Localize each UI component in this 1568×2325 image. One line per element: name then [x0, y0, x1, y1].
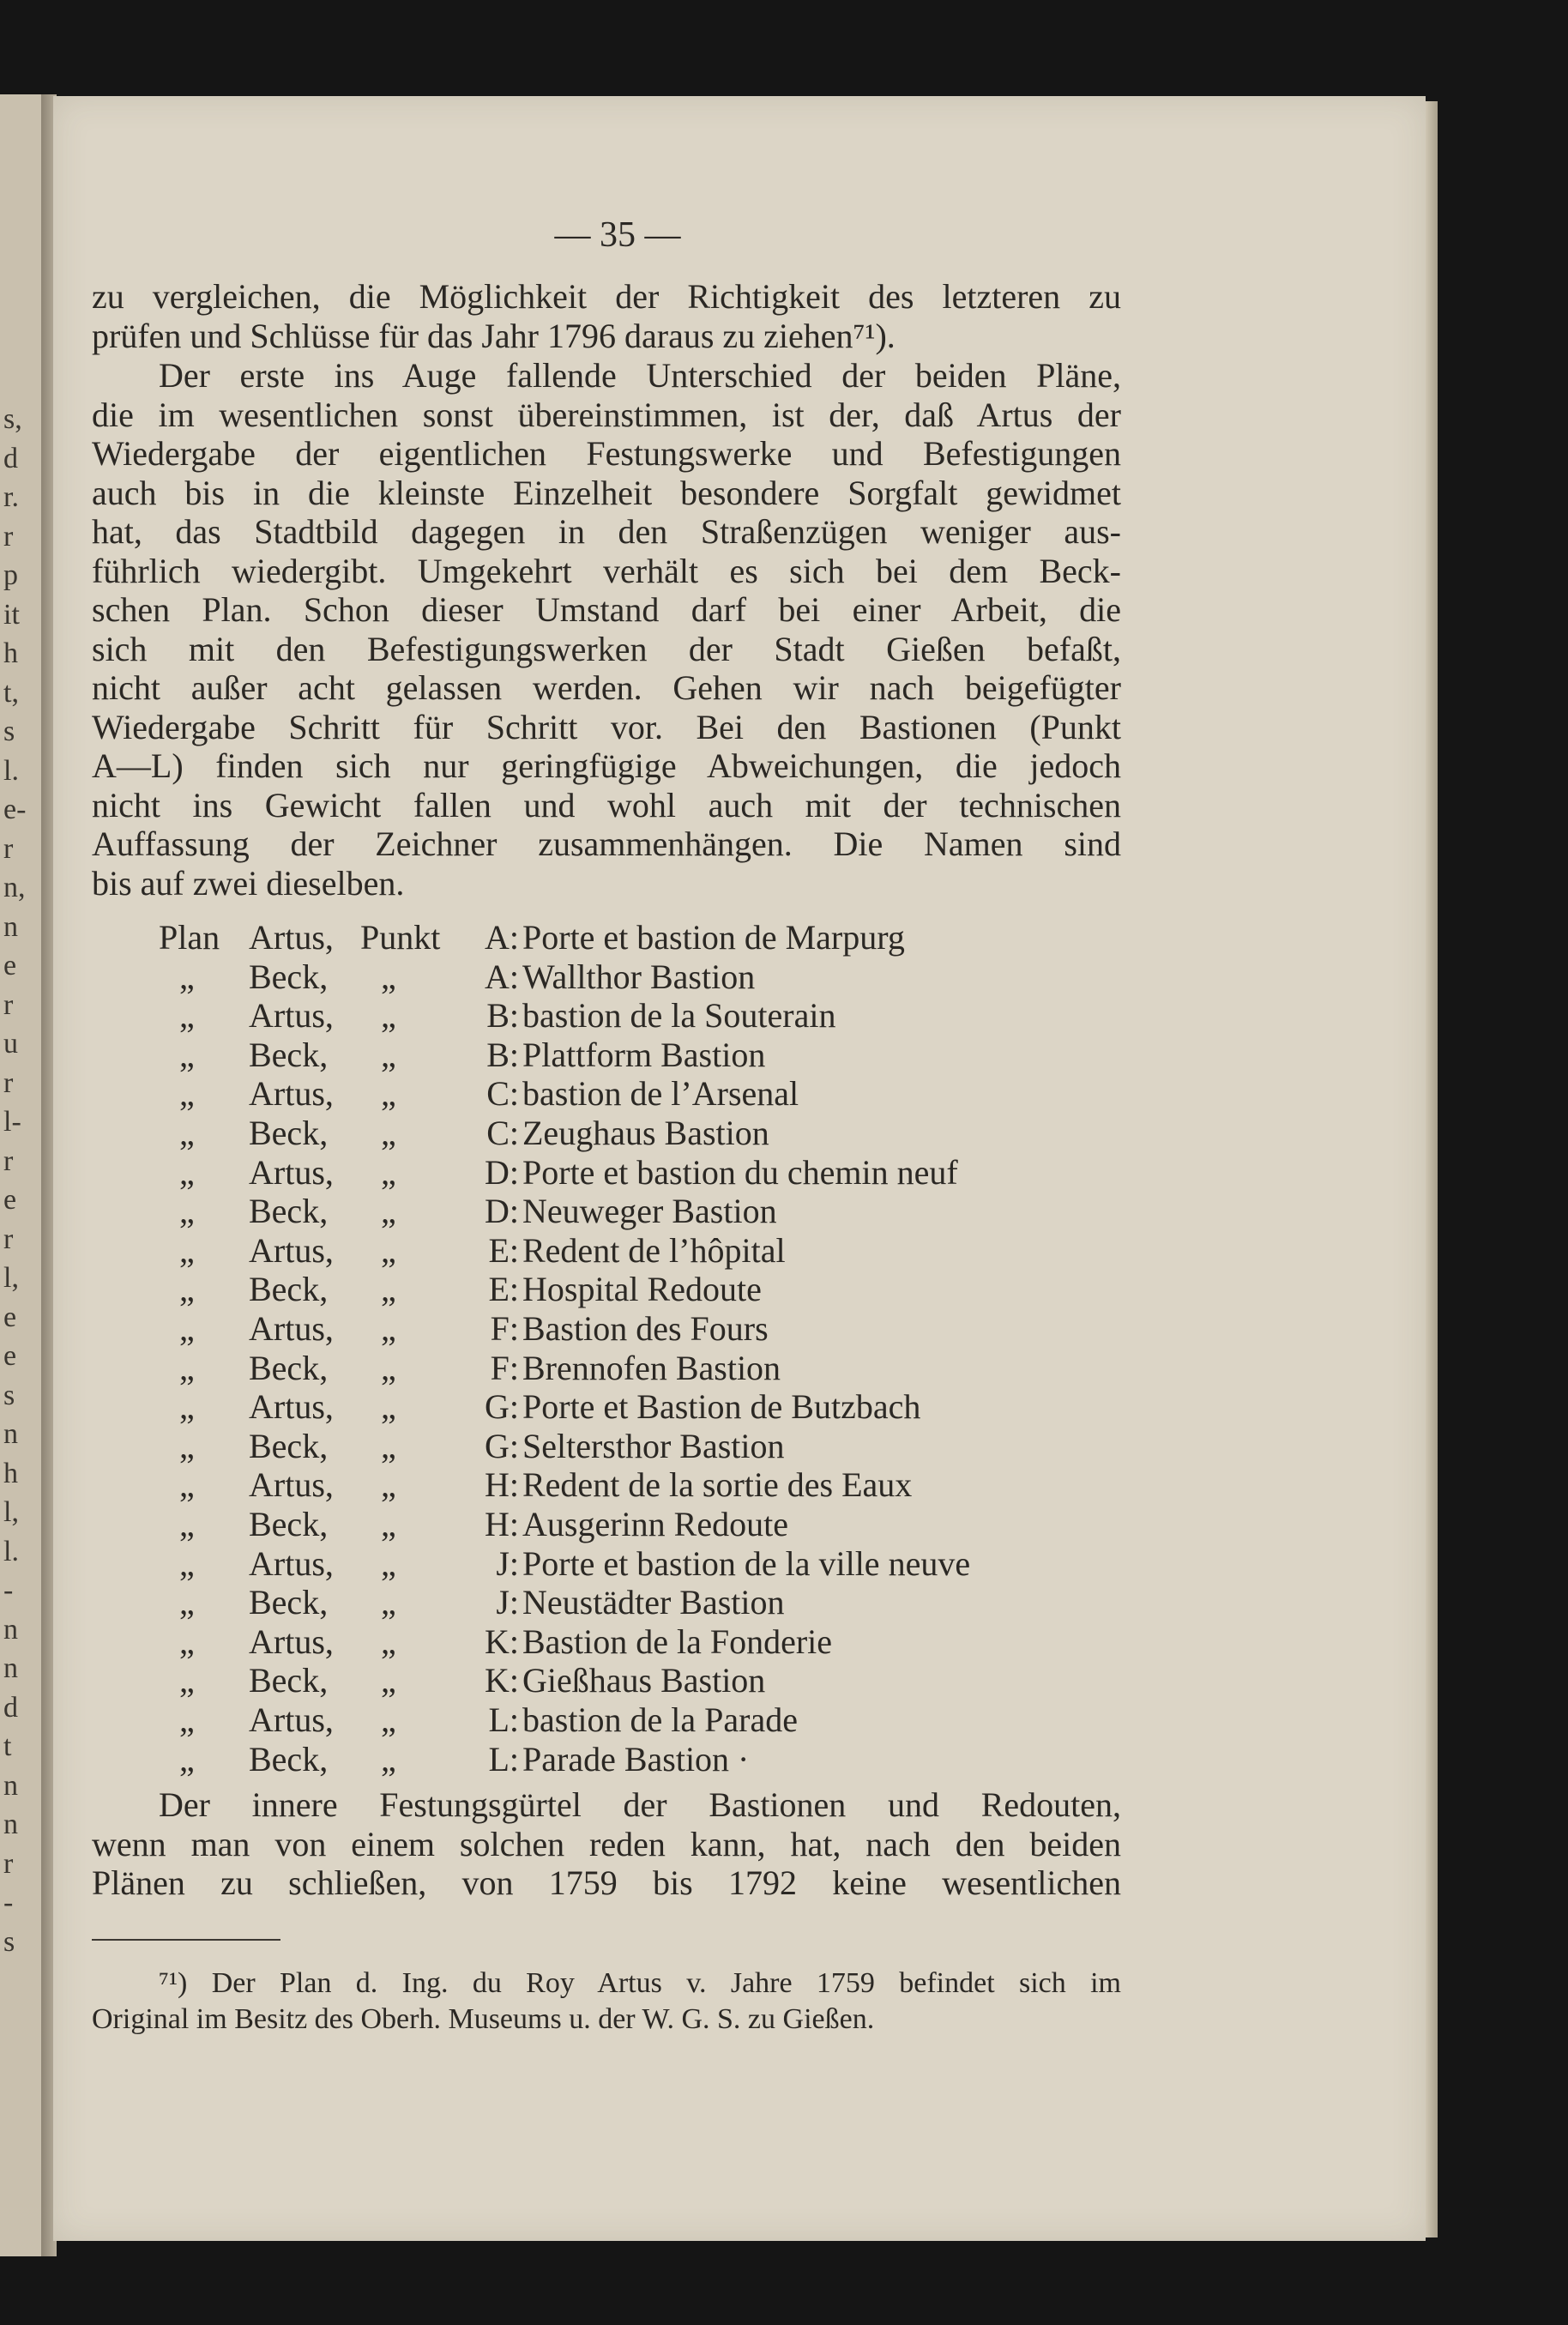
table-name-cell: Beck, [249, 1426, 329, 1465]
table-row [92, 995, 1121, 1034]
adjacent-page-fragment: t, [3, 676, 19, 709]
para2-line: hat, das Stadtbild dagegen in den Straßenzügen weniger aus- [92, 512, 1121, 551]
table-name-cell: Beck, [249, 1505, 329, 1543]
adjacent-page-fragment: d [3, 442, 18, 474]
page-edge [1426, 101, 1438, 2237]
para2-line: Der erste ins Auge fallende Unterschied der beiden Pläne, [159, 356, 1121, 395]
table-punkt-cell: „ [381, 1270, 396, 1309]
para1-line: prüfen und Schlüsse für das Jahr 1796 daraus zu ziehen⁷¹). [92, 316, 896, 355]
table-desc-cell: Hospital Redoute [522, 1270, 762, 1309]
adjacent-page-fragment: s [3, 1925, 15, 1958]
table-desc-cell: bastion de la Parade [522, 1700, 798, 1739]
para2-line: Auffassung der Zeichner zusammenhängen. Die Namen sind [92, 824, 1121, 863]
adjacent-page-fragment: n [3, 1418, 18, 1450]
adjacent-page-fragment: l- [3, 1106, 21, 1138]
table-punkt-cell: „ [381, 1074, 396, 1114]
table-name-cell: Beck, [249, 1583, 329, 1622]
table-plan-cell: „ [179, 1583, 195, 1622]
table-name-cell: Beck, [249, 1270, 329, 1309]
para2-line: auch bis in die kleinste Einzelheit besondere Sorgfalt gewidmet [92, 473, 1121, 512]
adjacent-page-fragment: l. [3, 754, 19, 787]
table-row [92, 1504, 1121, 1543]
table-punkt-cell: „ [381, 1543, 396, 1583]
adjacent-page-fragment: r [3, 520, 14, 553]
table-row [92, 1621, 1121, 1660]
table-plan-cell: „ [179, 1035, 195, 1074]
table-plan-cell: „ [179, 1074, 195, 1114]
table-desc-cell: Seltersthor Bastion [522, 1426, 785, 1465]
table-plan-cell: „ [179, 1621, 195, 1661]
table-letter-cell: F: [490, 1348, 519, 1387]
table-plan-cell: Plan [159, 918, 220, 957]
adjacent-page-fragment: - [3, 1887, 14, 1918]
table-desc-cell: Bastion de la Fonderie [522, 1621, 833, 1661]
table-punkt-cell: „ [381, 1583, 396, 1622]
table-name-cell: Artus, [249, 1543, 334, 1583]
table-desc-cell: Bastion des Fours [522, 1309, 769, 1348]
paragraph-3 [92, 1785, 1121, 1902]
adjacent-page-fragment: t [3, 1730, 12, 1762]
adjacent-page-fragment: r [3, 1223, 14, 1255]
table-desc-cell: Porte et Bastion de Butzbach [522, 1387, 921, 1427]
paragraph-1 [92, 276, 1121, 354]
adjacent-page-fragment: it [3, 598, 20, 631]
table-row [92, 1269, 1121, 1307]
table-plan-cell: „ [179, 1739, 195, 1778]
table-plan-cell: „ [179, 1543, 195, 1583]
table-letter-cell: F: [490, 1309, 519, 1348]
table-plan-cell: „ [179, 1426, 195, 1465]
table-desc-cell: Porte et bastion de Marpurg [522, 918, 905, 957]
table-name-cell: Beck, [249, 1661, 329, 1700]
table-punkt-cell: „ [381, 1700, 396, 1739]
adjacent-page-fragment: n [3, 1769, 18, 1802]
table-desc-cell: Parade Bastion · [522, 1739, 750, 1778]
table-letter-cell: G: [485, 1426, 519, 1465]
adjacent-page-fragment: s [3, 716, 15, 747]
table-plan-cell: „ [179, 1230, 195, 1270]
adjacent-page-fragment: r [3, 1066, 14, 1099]
table-row [92, 1073, 1121, 1112]
table-row [92, 1152, 1121, 1191]
adjacent-page-fragment: n [3, 910, 18, 943]
para2-line: führlich wiedergibt. Umgekehrt verhält es sich bei dem Beck- [92, 551, 1121, 590]
adjacent-page-fragment: l, [3, 1496, 19, 1528]
table-name-cell: Beck, [249, 957, 329, 996]
para2-line: Wiedergabe Schritt für Schritt vor. Bei den Bastionen (Punkt [92, 707, 1121, 746]
table-plan-cell: „ [179, 1700, 195, 1739]
table-row [92, 1035, 1121, 1073]
adjacent-page-fragment: l, [3, 1262, 19, 1294]
table-punkt-cell: „ [381, 1192, 396, 1231]
table-plan-cell: „ [179, 996, 195, 1036]
table-name-cell: Beck, [249, 1192, 329, 1231]
table-desc-cell: Zeughaus Bastion [522, 1114, 769, 1152]
table-desc-cell: Plattform Bastion [522, 1035, 766, 1074]
table-name-cell: Beck, [249, 1739, 329, 1778]
adjacent-page-fragment: l. [3, 1535, 19, 1567]
table-row [92, 1230, 1121, 1269]
table-name-cell: Artus, [249, 1074, 334, 1114]
table-letter-cell: A: [485, 918, 519, 957]
para2-line: sich mit den Befestigungswerken der Stadt Gießen befaßt, [92, 629, 1121, 668]
table-plan-cell: „ [179, 1192, 195, 1231]
table-punkt-cell: Punkt [360, 918, 441, 957]
table-name-cell: Artus, [249, 1387, 334, 1427]
table-letter-cell: L: [488, 1700, 519, 1739]
table-letter-cell: K: [485, 1621, 519, 1661]
table-letter-cell: K: [485, 1661, 519, 1700]
footnote-rule [92, 1939, 280, 1941]
adjacent-page-fragment: s, [3, 403, 22, 435]
table-letter-cell: D: [485, 1152, 519, 1192]
table-desc-cell: Redent de la sortie des Eaux [522, 1465, 913, 1505]
adjacent-page-fragment: e [3, 950, 17, 981]
adjacent-page-fragment: r [3, 832, 14, 865]
table-name-cell: Artus, [249, 996, 334, 1036]
adjacent-page-fragment: - [3, 1574, 14, 1606]
table-plan-cell: „ [179, 1505, 195, 1543]
table-punkt-cell: „ [381, 1348, 396, 1387]
table-plan-cell: „ [179, 1661, 195, 1700]
adjacent-page-fragment: n [3, 1652, 18, 1684]
table-row [92, 1386, 1121, 1425]
table-row [92, 917, 1121, 956]
table-plan-cell: „ [179, 1152, 195, 1192]
table-name-cell: Artus, [249, 1230, 334, 1270]
table-letter-cell: C: [486, 1114, 519, 1152]
table-row [92, 1191, 1121, 1229]
para3-line: wenn man von einem solchen reden kann, hat, nach den beiden [92, 1824, 1121, 1863]
para3-line: Der innere Festungsgürtel der Bastionen und Redouten, [159, 1785, 1121, 1824]
table-punkt-cell: „ [381, 1426, 396, 1465]
table-letter-cell: E: [488, 1230, 519, 1270]
table-desc-cell: bastion de l’Arsenal [522, 1074, 799, 1114]
page-number: — 35 — [554, 215, 681, 255]
table-punkt-cell: „ [381, 1309, 396, 1348]
table-letter-cell: C: [486, 1074, 519, 1114]
adjacent-page-fragment: h [3, 637, 18, 669]
adjacent-page-fragment: r. [3, 481, 19, 513]
table-desc-cell: Neustädter Bastion [522, 1583, 785, 1622]
adjacent-page-fragment: n [3, 1613, 18, 1646]
adjacent-page-fragment: e [3, 1301, 17, 1333]
table-name-cell: Beck, [249, 1035, 329, 1074]
para3-line: Plänen zu schließen, von 1759 bis 1792 keine wesentlichen [92, 1863, 1121, 1902]
table-row [92, 1426, 1121, 1464]
table-letter-cell: E: [488, 1270, 519, 1309]
adjacent-page-fragment: h [3, 1457, 18, 1489]
table-row [92, 1582, 1121, 1621]
table-row [92, 1348, 1121, 1386]
table-row [92, 957, 1121, 995]
table-punkt-cell: „ [381, 1387, 396, 1427]
table-punkt-cell: „ [381, 1661, 396, 1700]
adjacent-page-fragment: p [3, 559, 18, 591]
adjacent-page-fragment: e [3, 1184, 17, 1216]
table-desc-cell: Gießhaus Bastion [522, 1661, 766, 1700]
table-punkt-cell: „ [381, 1621, 396, 1661]
footnote-line: Original im Besitz des Oberh. Museums u. der W. G. S. zu Gießen. [92, 2003, 875, 2035]
para1-line: zu vergleichen, die Möglichkeit der Richtigkeit des letzteren zu [92, 277, 1121, 316]
table-punkt-cell: „ [381, 996, 396, 1036]
table-letter-cell: G: [485, 1387, 519, 1427]
para2-line: schen Plan. Schon dieser Umstand darf bei einer Arbeit, die [92, 590, 1121, 629]
table-letter-cell: L: [488, 1739, 519, 1778]
adjacent-page-fragment: e- [3, 794, 27, 825]
table-letter-cell: B: [486, 1035, 519, 1074]
table-row [92, 1543, 1121, 1582]
footnote [92, 1967, 1121, 2039]
adjacent-page-fragment: r [3, 988, 14, 1021]
table-letter-cell: B: [486, 996, 519, 1036]
table-desc-cell: Ausgerinn Redoute [522, 1505, 788, 1543]
table-row [92, 1700, 1121, 1738]
table-plan-cell: „ [179, 1465, 195, 1505]
table-desc-cell: Wallthor Bastion [522, 957, 756, 996]
adjacent-page-fragment: r [3, 1847, 14, 1880]
table-name-cell: Artus, [249, 1700, 334, 1739]
adjacent-page-fragment: u [3, 1028, 18, 1060]
table-desc-cell: Porte et bastion du chemin neuf [522, 1152, 958, 1192]
table-punkt-cell: „ [381, 1739, 396, 1778]
table-row [92, 1308, 1121, 1347]
para2-line: nicht ins Gewicht fallen und wohl auch mit der technischen [92, 785, 1121, 824]
table-plan-cell: „ [179, 1387, 195, 1427]
table-desc-cell: Neuweger Bastion [522, 1192, 777, 1231]
table-name-cell: Beck, [249, 1348, 329, 1387]
para2-line: A—L) finden sich nur geringfügige Abweichungen, die jedoch [92, 746, 1121, 785]
table-letter-cell: J: [496, 1583, 519, 1622]
adjacent-page-fragment: d [3, 1691, 18, 1724]
table-desc-cell: Brennofen Bastion [522, 1348, 781, 1387]
table-row [92, 1113, 1121, 1151]
table-row [92, 1464, 1121, 1503]
table-desc-cell: bastion de la Souterain [522, 996, 836, 1036]
table-letter-cell: H: [485, 1465, 519, 1505]
table-punkt-cell: „ [381, 1505, 396, 1543]
table-name-cell: Beck, [249, 1114, 329, 1152]
table-punkt-cell: „ [381, 1465, 396, 1505]
table-name-cell: Artus, [249, 1309, 334, 1348]
table-punkt-cell: „ [381, 1230, 396, 1270]
table-row [92, 1739, 1121, 1778]
table-punkt-cell: „ [381, 1152, 396, 1192]
table-punkt-cell: „ [381, 1114, 396, 1152]
adjacent-page-fragment: s [3, 1379, 15, 1411]
table-desc-cell: Porte et bastion de la ville neuve [522, 1543, 971, 1583]
para2-line: die im wesentlichen sonst übereinstimmen, ist der, daß Artus der [92, 395, 1121, 434]
table-row [92, 1660, 1121, 1699]
adjacent-page-fragment: n, [3, 872, 26, 903]
para2-line: nicht außer acht gelassen werden. Gehen wir nach beigefügter [92, 668, 1121, 707]
table-name-cell: Artus, [249, 1621, 334, 1661]
adjacent-page-fragment: n [3, 1809, 18, 1840]
table-name-cell: Artus, [249, 1152, 334, 1192]
para2-line: Wiedergabe der eigentlichen Festungswerke und Befestigungen [92, 434, 1121, 473]
table-plan-cell: „ [179, 1348, 195, 1387]
table-letter-cell: D: [485, 1192, 519, 1231]
table-plan-cell: „ [179, 1114, 195, 1152]
adjacent-page-fragment: e [3, 1340, 17, 1372]
table-plan-cell: „ [179, 1270, 195, 1309]
table-letter-cell: A: [485, 957, 519, 996]
table-punkt-cell: „ [381, 1035, 396, 1074]
footnote-line: ⁷¹) Der Plan d. Ing. du Roy Artus v. Jahre 1759 befindet sich im [159, 1967, 1121, 1999]
table-name-cell: Artus, [249, 918, 334, 957]
adjacent-page-fragment: r [3, 1144, 14, 1177]
para2-line: bis auf zwei dieselben. [92, 863, 405, 903]
table-plan-cell: „ [179, 957, 195, 996]
table-desc-cell: Redent de l’hôpital [522, 1230, 786, 1270]
table-punkt-cell: „ [381, 957, 396, 996]
table-letter-cell: J: [496, 1543, 519, 1583]
paragraph-2 [92, 355, 1121, 902]
table-letter-cell: H: [485, 1505, 519, 1543]
table-plan-cell: „ [179, 1309, 195, 1348]
table-name-cell: Artus, [249, 1465, 334, 1505]
